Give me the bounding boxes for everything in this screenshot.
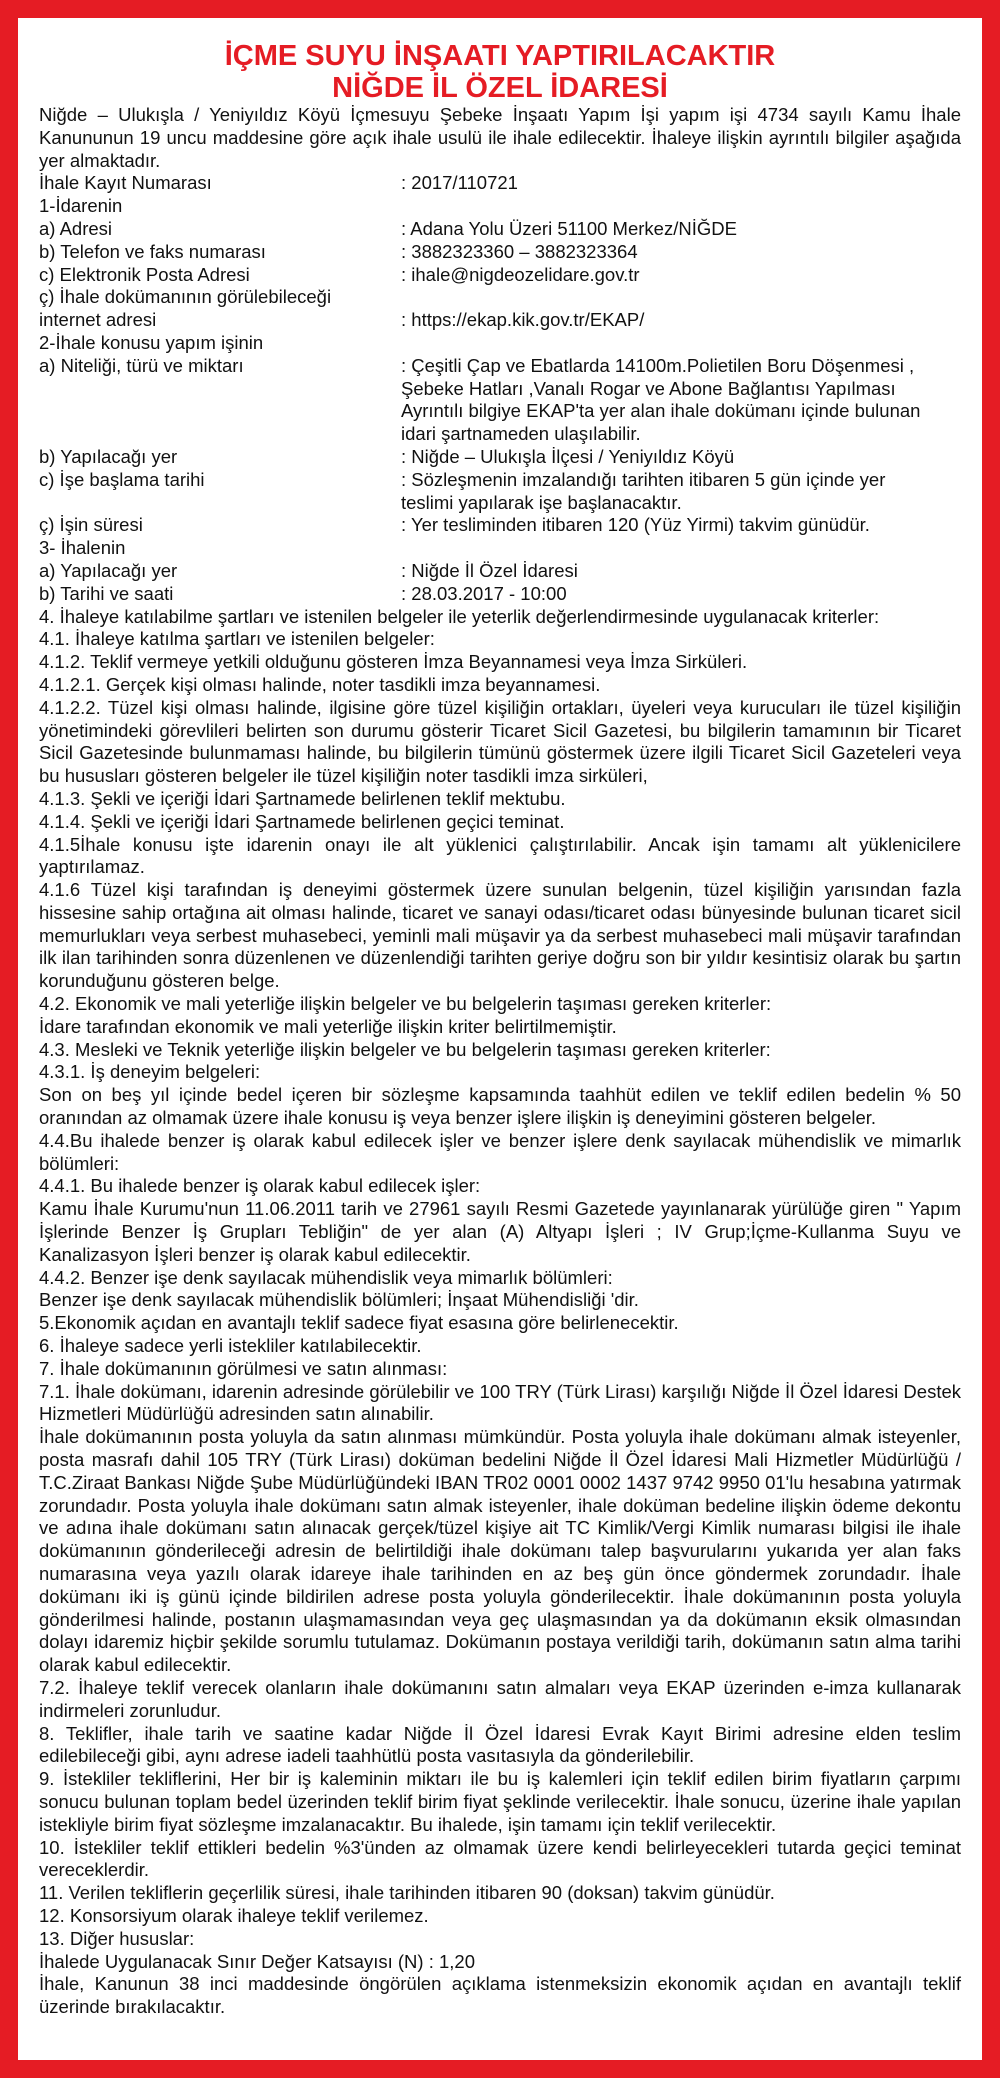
body-paragraph: 4.2. Ekonomik ve mali yeterliğe ilişkin belgeler ve bu belgelerin taşıması gereken kriterler: <box>39 993 772 1015</box>
body-paragraph: İhale dokümanının posta yoluyla da satın alınması mümkündür. Posta yoluyla ihale dokümanı almak isteyenler, posta masrafı dahil 105 TRY (Türk Lirası) doküman bedelini Niğde İl Özel İdaresi Mali Hizmetler Müdürlüğü / T.C.Ziraat Bankası Niğde Şube Müdürlüğündeki IBAN TR02 0001 0002 1437 9742 9950 01'lu hesabına yatırmak zorundadır. Posta yoluyla ihale dokümanı satın almak isteyenler, ihale doküman bedeline ilişkin ödeme dekontu ve adına ihale dokümanı satın alınacak gerçek/tüzel kişiye ait TC Kimlik/Vergi Kimlik numarası bilgisi ile ihale dokümanının gönderileceği adresin de belirtildiği ihale dokümanı talep başvurularını yukarıda yer alan faks numarasına veya yazılı olarak idareye ihale tarihinden en az beş gün önce göndermek zorundadır. İhale dokümanı iki iş günü içinde bildirilen adrese posta yoluyla gönderilecektir. İhale dokümanının posta yoluyla gönderilmesi halinde, postanın ulaşmamasından veya geç ulaşmasından ya da dokümanın eksik olmasından dolayı idaremiz hiçbir şekilde sorumlu tutulamaz. Dokümanın postaya verildiği tarih, dokümanın satın alma tarihi olarak kabul edilecektir. <box>39 1426 961 1676</box>
is-baslama-line: : Sözleşmenin imzalandığı tarihten itibaren 5 gün içinde yer <box>401 468 886 490</box>
kayit-value: : 2017/110721 <box>401 172 518 194</box>
kayit-label: İhale Kayıt Numarası <box>39 172 212 194</box>
idare-dokuman-label: ç) İhale dokümanının görülebileceği <box>39 286 332 308</box>
body-paragraph: 8. Teklifler, ihale tarih ve saatine kadar Niğde İl Özel İdaresi Evrak Kayıt Birimi adresine elden teslim edilebileceği gibi, aynı adrese iadeli taahhütlü posta vasıtasıyla da gönderilebilir. <box>39 1722 961 1767</box>
body-paragraph: 4.4.2. Benzer işe denk sayılacak mühendislik veya mimarlık bölümleri: <box>39 1266 613 1288</box>
is-yer-value: : Niğde – Ulukışla İlçesi / Yeniyıldız Köyü <box>401 445 735 467</box>
body-paragraph: 4.3.1. İş deneyim belgeleri: <box>39 1061 261 1083</box>
body-paragraph: 4.4.1. Bu ihalede benzer iş olarak kabul edilecek işler: <box>39 1175 481 1197</box>
ihale-heading: 3- İhalenin <box>39 537 126 559</box>
idare-telefon-value: : 3882323360 – 3882323364 <box>401 240 638 262</box>
body-paragraph: Son on beş yıl içinde bedel içeren bir sözleşme kapsamında taahhüt edilen ve teklif edilen bedelin % 50 oranından az olmamak üzere ihale konusu iş veya benzer işlere ilişkin iş deneyimini gösteren belgeler. <box>39 1084 961 1129</box>
is-nitelik-row <box>39 355 961 446</box>
ihale-tarih-row <box>39 583 961 606</box>
announcement-content <box>39 40 961 2019</box>
ihale-yer-label: a) Yapılacağı yer <box>39 559 178 581</box>
body-paragraph: 4.1.5İhale konusu işte idarenin onayı ile alt yüklenici çalıştırılabilir. Ancak işin tamamı alt yüklenicilere yaptırılamaz. <box>39 833 961 878</box>
body-paragraph: İdare tarafından ekonomik ve mali yeterliğe ilişkin kriter belirtilmemiştir. <box>39 1015 617 1037</box>
ihale-tarih-label: b) Tarihi ve saati <box>39 582 174 604</box>
body-paragraphs <box>39 606 961 2019</box>
is-nitelik-line: Şebeke Hatları ,Vanalı Rogar ve Abone Bağlantısı Yapılması <box>401 377 896 399</box>
idare-eposta-value: : ihale@nigdeozelidare.gov.tr <box>401 263 640 285</box>
body-paragraph: 7.2. İhaleye teklif verecek olanların ihale dokümanını satın almaları veya EKAP üzerinden e-imza kullanarak indirmeleri zorunludur. <box>39 1676 961 1721</box>
ihale-yer-row <box>39 560 961 583</box>
idare-telefon-row <box>39 241 961 264</box>
body-paragraph: 9. İstekliler tekliflerini, Her bir iş kaleminin miktarı ile bu iş kalemleri için teklif edilen birim fiyatların çarpımı sonucu bulunan toplam bedel üzerinden teklif birim fiyat şeklinde verilecektir. İhale sonucu, üzerine ihale yapılan istekliyle birim fiyat sözleşme imzalanacaktır. Bu ihalede, işin tamamı için teklif verilecektir. <box>39 1768 961 1835</box>
idare-eposta-label: c) Elektronik Posta Adresi <box>39 263 250 285</box>
is-sure-label: ç) İşin süresi <box>39 514 143 536</box>
body-paragraph: 13. Diğer hususlar: <box>39 1927 195 1949</box>
is-nitelik-label: a) Niteliği, türü ve miktarı <box>39 354 244 376</box>
is-sure-row <box>39 514 961 537</box>
body-paragraph: 4.1. İhaleye katılma şartları ve istenilen belgeler: <box>39 628 435 650</box>
intro-paragraph: Niğde – Ulukışla / Yeniyıldız Köyü İçmesuyu Şebeke İnşaatı Yapım İşi yapım işi 4734 sayılı Kamu İhale Kanununun 19 uncu maddesine göre açık ihale usulü ile ihale edilecektir. İhaleye ilişkin ayrıntılı bilgiler aşağıda yer almaktadır. <box>39 104 961 171</box>
body-paragraph: 4.3. Mesleki ve Teknik yeterliğe ilişkin belgeler ve bu belgelerin taşıması gereken kriterler: <box>39 1038 771 1060</box>
body-paragraph: 7. İhale dokümanının görülmesi ve satın alınması: <box>39 1357 448 1379</box>
kayit-row <box>39 172 961 195</box>
body-paragraph: 11. Verilen tekliflerin geçerlilik süresi, ihale tarihinden itibaren 90 (doksan) takvim günüdür. <box>39 1882 775 1904</box>
idare-adres-label: a) Adresi <box>39 217 113 239</box>
body-paragraph: 4.1.2.1. Gerçek kişi olması halinde, noter tasdikli imza beyannamesi. <box>39 673 601 695</box>
idare-eposta-row <box>39 264 961 287</box>
is-baslama-row <box>39 469 961 515</box>
is-nitelik-line: Ayrıntılı bilgiye EKAP'ta yer alan ihale dokümanı içinde bulunan <box>401 400 921 422</box>
body-paragraph: İhalede Uygulanacak Sınır Değer Katsayısı (N) : 1,20 <box>39 1950 475 1972</box>
idare-dokuman-row <box>39 309 961 332</box>
body-paragraph: Kamu İhale Kurumu'nun 11.06.2011 tarih ve 27961 sayılı Resmi Gazetede yayınlanarak yürülüğe giren " Yapım İşlerinde Benzer İş Grupları Tebliğin" de yer alan (A) Altyapı İşleri ; IV Grup;İçme-Kullanma Suyu ve Kanalizasyon İşleri benzer iş olarak kabul edilecektir. <box>39 1198 961 1265</box>
idare-adres-value: : Adana Yolu Üzeri 51100 Merkez/NİĞDE <box>401 217 737 239</box>
title-line-2: NİĞDE İL ÖZEL İDARESİ <box>332 72 668 104</box>
is-nitelik-line: idari şartnameden ulaşılabilir. <box>401 423 641 445</box>
ihale-tarih-value: : 28.03.2017 - 10:00 <box>401 582 567 604</box>
idare-adres-row <box>39 218 961 241</box>
is-baslama-line: teslimi yapılarak işe başlanacaktır. <box>401 491 682 513</box>
title-line-1: İÇME SUYU İNŞAATI YAPTIRILACAKTIR <box>224 40 776 72</box>
body-paragraph: 6. İhaleye sadece yerli istekliler katılabilecektir. <box>39 1335 422 1357</box>
idare-internet-value: : https://ekap.kik.gov.tr/EKAP/ <box>401 309 645 331</box>
is-heading: 2-İhale konusu yapım işinin <box>39 331 264 353</box>
body-paragraph: 4.1.3. Şekli ve içeriği İdari Şartnamede belirlenen teklif mektubu. <box>39 787 566 809</box>
body-paragraph: 5.Ekonomik açıdan en avantajlı teklif sadece fiyat esasına göre belirlenecektir. <box>39 1312 679 1334</box>
idare-internet-label: internet adresi <box>39 309 157 331</box>
ihale-yer-value: : Niğde İl Özel İdaresi <box>401 559 578 581</box>
body-paragraph: 4.4.Bu ihalede benzer iş olarak kabul edilecek işler ve benzer işlere denk sayılacak mühendislik ve mimarlık bölümleri: <box>39 1129 961 1174</box>
body-paragraph: 4.1.2.2. Tüzel kişi olması halinde, ilgisine göre tüzel kişiliğin ortakları, üyeleri veya kurucuları ile tüzel kişiliğin yönetimindeki görevlileri belirten son durumu gösterir Ticaret Sicil Gazetesi, bu bilgilerin tamamının bir Ticaret Sicil Gazetesinde bulunmaması halinde, bu bilgilerin tümünü göstermek üzere ilgili Ticaret Sicil Gazeteleri veya bu hususları gösteren belgeler ile tüzel kişiliğin noter tasdikli imza sirküleri, <box>39 696 961 787</box>
is-yer-label: b) Yapılacağı yer <box>39 445 178 467</box>
is-baslama-label: c) İşe başlama tarihi <box>39 468 205 490</box>
body-paragraph: 10. İstekliler teklif ettikleri bedelin %3'ünden az olmamak üzere kendi belirleyecekleri tutarda geçici teminat vereceklerdir. <box>39 1836 961 1881</box>
body-paragraph: 4.1.4. Şekli ve içeriği İdari Şartnamede belirlenen geçici teminat. <box>39 810 565 832</box>
body-paragraph: 12. Konsorsiyum olarak ihaleye teklif verilemez. <box>39 1904 429 1926</box>
body-paragraph: 4. İhaleye katılabilme şartları ve istenilen belgeler ile yeterlik değerlendirmesinde uygulanacak kriterler: <box>39 605 880 627</box>
is-yer-row <box>39 446 961 469</box>
is-nitelik-line: : Çeşitli Çap ve Ebatlarda 14100m.Polietilen Boru Döşenmesi , <box>401 354 915 376</box>
body-paragraph: 7.1. İhale dokümanı, idarenin adresinde görülebilir ve 100 TRY (Türk Lirası) karşılığı Niğde İl Özel İdaresi Destek Hizmetleri Müdürlüğü adresinden satın alınabilir. <box>39 1380 961 1425</box>
idare-telefon-label: b) Telefon ve faks numarası <box>39 240 266 262</box>
body-paragraph: 4.1.6 Tüzel kişi tarafından iş deneyimi göstermek üzere sunulan belgenin, tüzel kişiliğin yarısından fazla hissesine sahip ortağına ait olması halinde, ticaret ve sanayi odası/ticaret odası bünyesinde bulunan ticaret sicil memurlukları veya serbest muhasebeci, yeminli mali müşavir ya da serbest muhasebeci mali müşavir tarafından ilk ilan tarihinden sonra düzenlenen ve düzenlendiği tarihten geriye doğru son bir yıldır kesintisiz olarak bu şartın korunduğunu gösteren belge. <box>39 879 961 992</box>
body-paragraph: İhale, Kanunun 38 inci maddesinde öngörülen açıklama istenmeksizin ekonomik açıdan en avantajlı teklif üzerinde bırakılacaktır. <box>39 1973 961 2018</box>
is-baslama-value <box>401 469 961 515</box>
idare-heading: 1-İdarenin <box>39 195 123 217</box>
is-sure-value: : Yer tesliminden itibaren 120 (Yüz Yirmi) takvim günüdür. <box>401 514 870 536</box>
body-paragraph: 4.1.2. Teklif vermeye yetkili olduğunu gösteren İmza Beyannamesi veya İmza Sirküleri. <box>39 651 748 673</box>
body-paragraph: Benzer işe denk sayılacak mühendislik bölümleri; İnşaat Mühendisliği 'dir. <box>39 1289 639 1311</box>
is-nitelik-value <box>401 355 961 446</box>
